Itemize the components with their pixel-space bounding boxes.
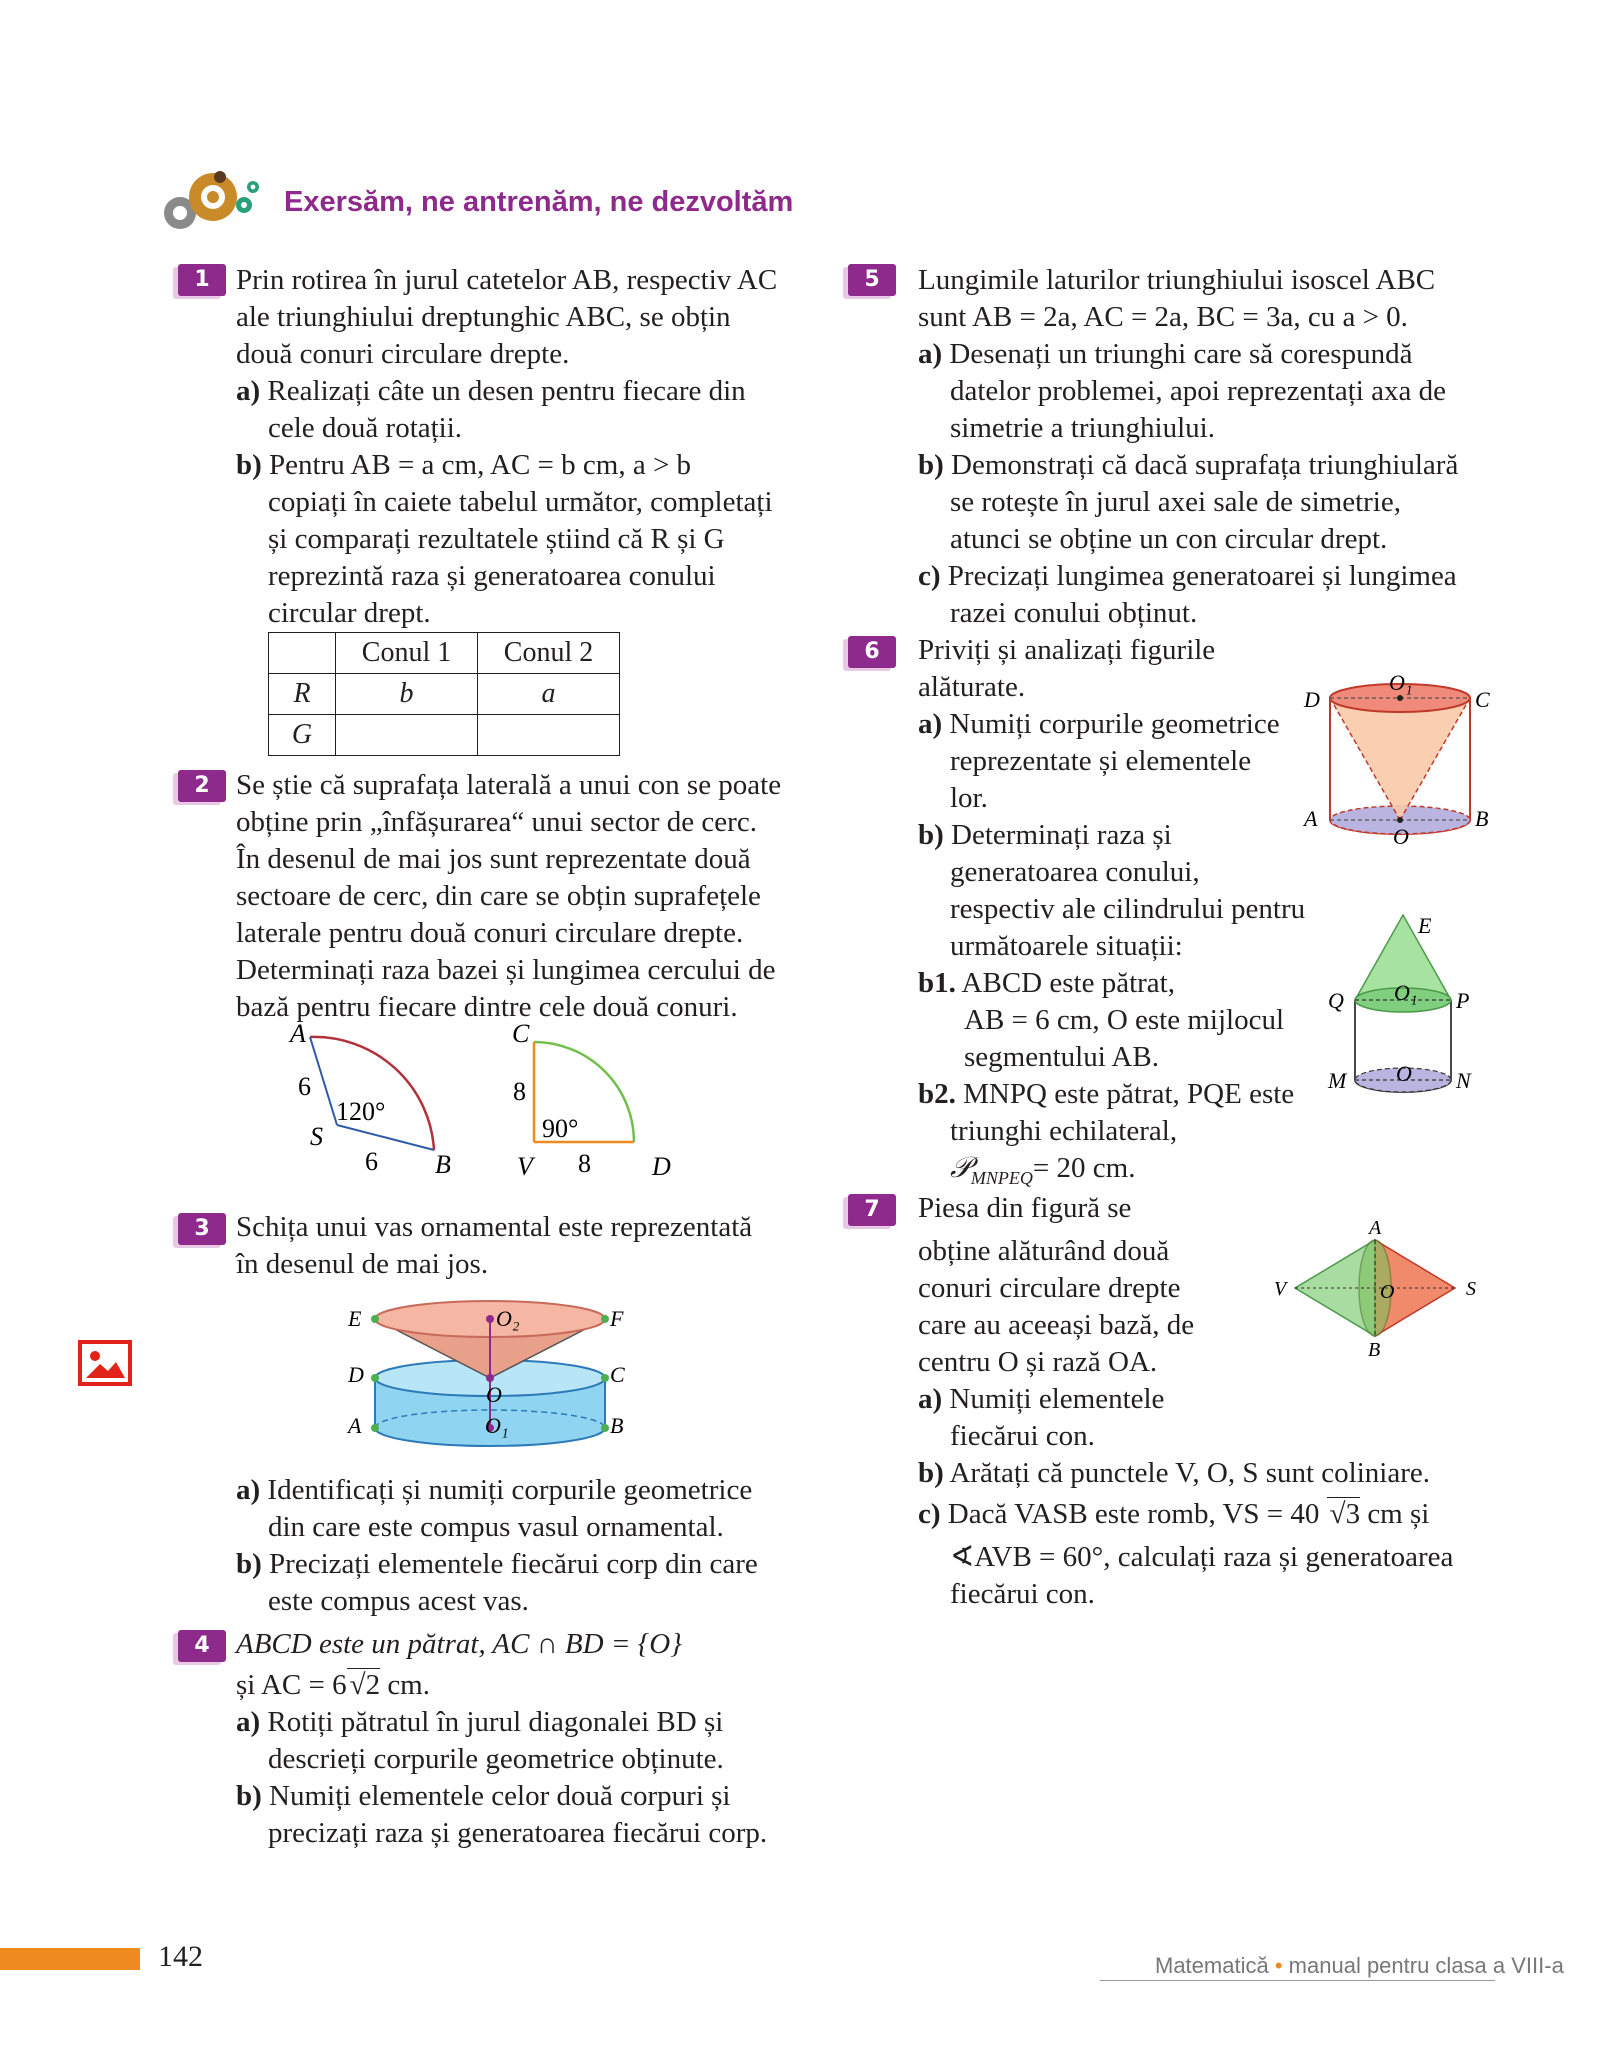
ex7-line: care au aceeași bază, de [918, 1309, 1195, 1341]
ex3-b-text: Precizați elementele fiecărui corp din care [269, 1548, 758, 1580]
exercise-number-3: 3 [178, 1213, 226, 1245]
ex5-a-label: a) [918, 338, 943, 370]
ex1-table [268, 632, 620, 756]
image-icon[interactable] [78, 1340, 132, 1386]
ex4-a-text: Rotiți pătratul în jurul diagonalei BD și [267, 1706, 724, 1738]
label-side: 8 [578, 1149, 591, 1178]
exercise-6 [918, 632, 1305, 1197]
exercise-3-questions [236, 1472, 758, 1620]
ex5-c-text: razei conului obținut. [950, 597, 1198, 629]
ex5-a-text: Desenați un triunghi care să corespundă [949, 338, 1413, 370]
gears-icon [158, 165, 268, 240]
ex6-cylinder-cone-figure [1295, 670, 1495, 860]
ex6-line: Priviți și analizați figurile [918, 634, 1216, 666]
page-number: 142 [158, 1940, 203, 1973]
ex7-line: conuri circulare drepte [918, 1272, 1181, 1304]
ex6-b-label: b) [918, 819, 944, 851]
ex7-a-text: Numiți elementele [949, 1383, 1165, 1415]
ex3-b-label: b) [236, 1548, 262, 1580]
footer-rule [1100, 1980, 1495, 1981]
ex1-b-text: și comparați rezultatele știind că R și G [268, 523, 725, 555]
ex7-a-text: fiecărui con. [950, 1420, 1095, 1452]
ex6-b-text: Determinați raza și [951, 819, 1172, 851]
perimeter-subscript: MNPEQ [970, 1167, 1033, 1188]
label-O: O [486, 1382, 502, 1407]
ex3-a-text: din care este compus vasul ornamental. [268, 1511, 724, 1543]
label-D: D [652, 1152, 671, 1181]
table-row [269, 674, 620, 715]
label-O1: O₁ [1389, 670, 1413, 695]
exercise-number-4: 4 [178, 1630, 226, 1662]
ex1-a-text: Realizați câte un desen pentru fiecare din [267, 375, 746, 407]
label-B: B [1368, 1339, 1381, 1360]
sector-120 [288, 1020, 451, 1179]
perimeter-symbol: 𝒫 [950, 1152, 971, 1184]
ex1-b-text: reprezintă raza și generatoarea conului [268, 560, 716, 592]
ex3-line: în desenul de mai jos. [236, 1248, 489, 1280]
ex6-line: alăturate. [918, 671, 1026, 703]
table-header-cell: Conul 2 [478, 633, 620, 674]
ex5-b-text: Demonstrați că dacă suprafața triunghiulară [951, 449, 1459, 481]
ex3-vase-figure [340, 1290, 630, 1450]
exercise-7: Piesa din figură se obține alăturând două conuri circulare drepte care au aceeași bază, de centru O și rază OA. a) Numiți elementele fiecărui con. b) Arătați că punctele V, O, S sunt coliniare. c) Dacă VASB este romb, VS = 40 √3 cm și ∢AVB = 60°, calculați raza și generatoarea fiecărui con. [918, 1190, 1453, 1613]
ex4-b-text: precizați raza și generatoarea fiecărui corp. [268, 1817, 768, 1849]
ex4-b-label: b) [236, 1780, 262, 1812]
ex2-line: obține prin „înfășurarea“ unui sector de cerc. [236, 806, 757, 838]
label-O2: O₂ [496, 1306, 520, 1331]
table-header-cell: Conul 1 [336, 633, 478, 674]
exercise-3 [236, 1209, 752, 1283]
ex1-a-text: cele două rotații. [268, 412, 463, 444]
label-B: B [1475, 806, 1489, 831]
ex4-b-text: Numiți elementele celor două corpuri și [269, 1780, 731, 1812]
ex6-b2-text: MNPQ este pătrat, PQE este [963, 1078, 1295, 1110]
label-S: S [1466, 1278, 1476, 1300]
label-side: 6 [298, 1072, 311, 1101]
ex1-a-label: a) [236, 375, 261, 407]
ex7-c-label: c) [918, 1498, 941, 1530]
ex7-c-line2: ∢AVB = 60°, calculați raza și generatoarea [950, 1541, 1454, 1573]
exercise-number-2: 2 [178, 770, 226, 802]
ex4-line1: ABCD este un pătrat, AC ∩ BD = {O} [236, 1628, 682, 1660]
ex6-b1-text: segmentului AB. [964, 1041, 1159, 1073]
ex3-a-text: Identificați și numiți corpurile geometrice [267, 1474, 753, 1506]
label-angle: 90° [542, 1114, 579, 1143]
ex6-b-text: generatoarea conului, [950, 856, 1200, 888]
table-cell: a [541, 678, 556, 709]
ex6-b2-text: triunghi echilateral, [950, 1115, 1178, 1147]
ex2-line: Se știe că suprafața laterală a unui con se poate [236, 769, 782, 801]
ex6-b1-text: AB = 6 cm, O este mijlocul [964, 1004, 1285, 1036]
label-V: V [1274, 1278, 1287, 1300]
table-header-row [269, 633, 620, 674]
exercise-number-6: 6 [848, 636, 896, 668]
table-cell: R [293, 678, 311, 709]
ex2-sector-figures [280, 1020, 700, 1195]
label-S: S [310, 1122, 323, 1151]
exercise-5 [918, 262, 1458, 632]
ex2-line: laterale pentru două conuri circulare drepte. [236, 917, 744, 949]
ex1-b-text: circular drept. [268, 597, 431, 629]
ex1-b-text: copiați în caiete tabelul următor, completați [268, 486, 773, 518]
ex6-cone-cylinder-figure [1318, 905, 1488, 1105]
ex1-b-label: b) [236, 449, 262, 481]
ex7-line: centru O și rază OA. [918, 1346, 1158, 1378]
label-O1: O₁ [485, 1413, 509, 1438]
label-A: A [290, 1020, 306, 1048]
ex1-line: Prin rotirea în jurul catetelor AB, respectiv AC [236, 264, 778, 296]
ex7-line: Piesa din figură se [918, 1192, 1132, 1224]
ex7-a-label: a) [918, 1383, 943, 1415]
ex6-a-text: reprezentate și elementele [950, 745, 1252, 777]
exercise-2 [236, 767, 781, 1026]
label-A: A [1304, 806, 1318, 831]
ex1-line: ale triunghiului dreptunghic ABC, se obțin [236, 301, 731, 333]
ex5-b-label: b) [918, 449, 944, 481]
label-A: A [1369, 1220, 1382, 1239]
perimeter-value: = 20 cm. [1032, 1152, 1136, 1184]
ex3-b-text: este compus acest vas. [268, 1585, 529, 1617]
ex6-b1-label: b1. [918, 967, 956, 999]
ex5-b-text: se rotește în jurul axei sale de simetrie, [950, 486, 1401, 518]
ex7-radicand: 3 [1345, 1498, 1361, 1530]
ex6-b1-text: ABCD este pătrat, [961, 967, 1175, 999]
label-angle: 120° [336, 1097, 386, 1126]
ex4-a-label: a) [236, 1706, 261, 1738]
label-O: O [1396, 1061, 1412, 1086]
label-Q: Q [1328, 988, 1344, 1013]
footer-bar [0, 1948, 140, 1970]
table-header-cell [269, 633, 336, 674]
footer-subject: Matematică [1155, 1953, 1269, 1978]
ex5-c-label: c) [918, 560, 941, 592]
label-B: B [610, 1413, 624, 1438]
label-D: D [1304, 687, 1320, 712]
label-A: A [348, 1413, 362, 1438]
ex6-a-text: Numiți corpurile geometrice [949, 708, 1280, 740]
ex1-line: două conuri circulare drepte. [236, 338, 570, 370]
table-cell [478, 715, 620, 756]
label-B: B [435, 1150, 451, 1179]
exercise-4: ABCD este un pătrat, AC ∩ BD = {O} și AC = 6 √2 cm. a) Rotiți pătratul în jurul diagonalei BD și descrieți corpurile geometrice obținute. b) Numiți elementele celor două corpuri și precizați raza și generatoarea fiecărui corp. [236, 1626, 767, 1852]
ex5-a-text: datelor problemei, apoi reprezentați axa de [950, 375, 1446, 407]
label-side: 6 [365, 1147, 378, 1176]
ex4-radicand: 2 [365, 1669, 381, 1701]
table-cell: G [291, 719, 313, 750]
ex6-a-label: a) [918, 708, 943, 740]
ex7-c-text-end: cm și [1367, 1498, 1430, 1530]
ex2-line: Determinați raza bazei și lungimea cercului de [236, 954, 776, 986]
table-row [269, 715, 620, 756]
section-title: Exersăm, ne antrenăm, ne dezvoltăm [284, 186, 794, 218]
ex6-a-text: lor. [950, 782, 988, 814]
ex5-b-text: atunci se obține un con circular drept. [950, 523, 1388, 555]
label-V: V [517, 1152, 533, 1181]
ex6-b-text: respectiv ale cilindrului pentru [950, 893, 1306, 925]
ex5-line: Lungimile laturilor triunghiului isoscel ABC [918, 264, 1436, 296]
sector-90 [512, 1020, 671, 1181]
ex3-line: Schița unui vas ornamental este reprezentată [236, 1211, 753, 1243]
label-C: C [512, 1020, 530, 1048]
ex2-line: sectoare de cerc, din care se obțin suprafețele [236, 880, 761, 912]
ex1-b-text: Pentru AB = a cm, AC = b cm, a > b [269, 449, 692, 481]
footer-book-title: Matematică • manual pentru clasa a VIII-a [1155, 1953, 1564, 1978]
exercise-number-7: 7 [848, 1194, 896, 1226]
label-side: 8 [513, 1077, 526, 1106]
ex7-line: obține alăturând două [918, 1235, 1170, 1267]
label-C: C [1475, 687, 1490, 712]
label-N: N [1456, 1068, 1471, 1093]
footer-title: manual pentru clasa a VIII-a [1288, 1953, 1564, 1978]
ex2-line: bază pentru fiecare dintre cele două conuri. [236, 991, 738, 1023]
ex4-line2: și AC = 6 [236, 1669, 347, 1701]
ex5-line: sunt AB = 2a, AC = 2a, BC = 3a, cu a > 0. [918, 301, 1408, 333]
label-P: P [1456, 988, 1470, 1013]
exercise-1 [236, 262, 777, 632]
label-O1: O₁ [1394, 980, 1418, 1005]
label-E: E [1418, 913, 1432, 938]
table-cell [336, 715, 478, 756]
ex7-b-text: Arătați că punctele V, O, S sunt coliniare. [949, 1457, 1430, 1489]
ex3-a-label: a) [236, 1474, 261, 1506]
exercise-number-5: 5 [848, 264, 896, 296]
exercise-number-1: 1 [178, 264, 226, 296]
ex4-a-text: descrieți corpurile geometrice obținute. [268, 1743, 724, 1775]
ex7-c-text: Dacă VASB este romb, VS = 40 [947, 1498, 1320, 1530]
ex5-a-text: simetrie a triunghiului. [950, 412, 1215, 444]
label-O: O [1393, 824, 1409, 849]
ex4-line2-end: cm. [387, 1669, 430, 1701]
ex7-b-label: b) [918, 1457, 944, 1489]
label-D: D [348, 1362, 364, 1387]
label-E: E [348, 1306, 362, 1331]
label-M: M [1328, 1068, 1347, 1093]
label-O: O [1380, 1281, 1395, 1303]
label-F: F [610, 1306, 624, 1331]
label-C: C [610, 1362, 625, 1387]
ex6-b-text: următoarele situații: [950, 930, 1183, 962]
table-cell: b [399, 678, 414, 709]
ex5-c-text: Precizați lungimea generatoarei și lungimea [947, 560, 1457, 592]
ex6-b2-label: b2. [918, 1078, 956, 1110]
ex2-line: În desenul de mai jos sunt reprezentate două [236, 843, 751, 875]
ex7-double-cone-figure [1270, 1220, 1490, 1360]
ex7-c-line3: fiecărui con. [950, 1578, 1095, 1610]
